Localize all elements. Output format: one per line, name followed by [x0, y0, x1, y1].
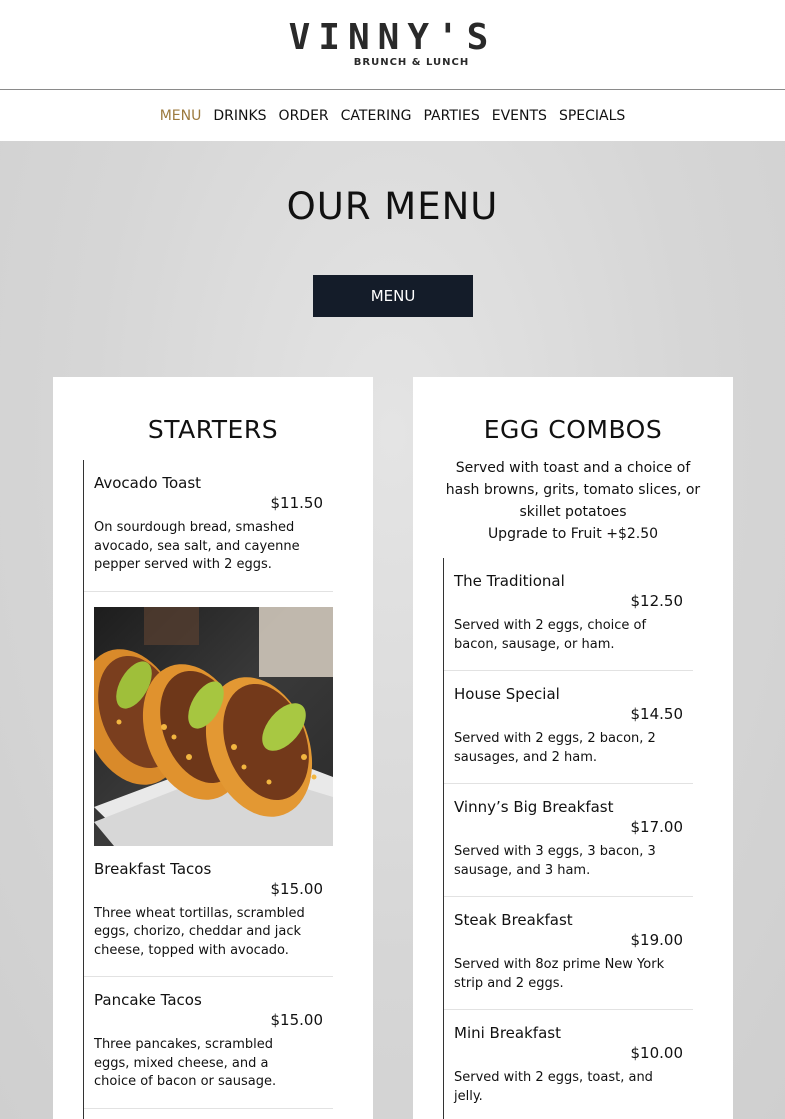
- main-nav: [0, 90, 785, 141]
- tacos-illustration: [94, 607, 333, 846]
- item-name: Pancake Tacos: [94, 991, 202, 1009]
- item-name: Vinny’s Big Breakfast: [454, 798, 614, 816]
- nav-item-events[interactable]: EVENTS: [491, 107, 547, 124]
- item-name: Breakfast Tacos: [94, 859, 212, 878]
- menu-item: [84, 460, 333, 592]
- brand-tagline: BRUNCH & LUNCH: [353, 57, 470, 68]
- egg-combos-title: EGG COMBOS: [483, 415, 663, 444]
- nav-item-specials[interactable]: SPECIALS: [558, 107, 626, 124]
- nav-item-menu[interactable]: MENU: [159, 107, 202, 124]
- nav-item-order[interactable]: ORDER: [278, 107, 329, 124]
- menu-hero: [0, 141, 785, 1119]
- item-price: $15.00: [270, 1011, 323, 1029]
- nav-item-catering[interactable]: CATERING: [340, 107, 412, 124]
- item-name: House Special: [454, 685, 560, 703]
- item-price: $10.00: [630, 1044, 683, 1062]
- menu-item: [84, 977, 333, 1109]
- item-description: Served with 3 eggs, 3 bacon, 3 sausage, and 3 ham.: [454, 844, 656, 878]
- egg-combos-card: [413, 377, 733, 1119]
- item-price: $14.50: [630, 705, 683, 723]
- nav-item-parties[interactable]: PARTIES: [423, 107, 480, 124]
- menu-item: [444, 1010, 693, 1119]
- item-description: Served with 2 eggs, choice of bacon, sausage, or ham.: [454, 618, 647, 652]
- nav-item-drinks[interactable]: DRINKS: [213, 107, 267, 124]
- item-name: Avocado Toast: [94, 474, 202, 492]
- menu-button[interactable]: MENU: [313, 275, 473, 317]
- combos-intro: Served with toast and a choice of hash browns, grits, tomato slices, or skillet potatoes: [445, 460, 701, 520]
- site-header: [0, 0, 785, 90]
- menu-item: [444, 784, 693, 897]
- starters-list: [83, 460, 333, 1119]
- egg-combos-description: [443, 457, 703, 545]
- item-price: $12.50: [630, 592, 683, 610]
- menu-item: [84, 846, 333, 978]
- item-description: Three pancakes, scrambled eggs, mixed cheese, and a choice of bacon or sausage.: [94, 1037, 277, 1089]
- starters-card: [53, 377, 373, 1119]
- combos-upgrade: Upgrade to Fruit +$2.50: [487, 526, 659, 542]
- brand-name: VINNY'S: [288, 17, 497, 58]
- item-price: $15.00: [270, 879, 323, 898]
- item-name: The Traditional: [454, 572, 565, 590]
- item-description: Served with 2 eggs, 2 bacon, 2 sausages, and 2 ham.: [454, 731, 656, 765]
- starters-title: STARTERS: [147, 415, 279, 444]
- page-title: OUR MENU: [286, 185, 499, 228]
- item-description: Served with 2 eggs, toast, and jelly.: [454, 1070, 653, 1104]
- item-price: $17.00: [630, 818, 683, 836]
- egg-combos-list: [443, 558, 693, 1119]
- menu-item: [444, 558, 693, 671]
- item-name: Mini Breakfast: [454, 1024, 561, 1042]
- item-description: On sourdough bread, smashed avocado, sea salt, and cayenne pepper served with 2 eggs.: [94, 520, 300, 572]
- item-price: $19.00: [630, 931, 683, 949]
- item-description: Three wheat tortillas, scrambled eggs, chorizo, cheddar and jack cheese, topped with avocado.: [94, 905, 305, 958]
- menu-item: [444, 897, 693, 1010]
- item-name: Steak Breakfast: [454, 911, 573, 929]
- menu-item: [444, 671, 693, 784]
- item-description: Served with 8oz prime New York strip and 2 eggs.: [454, 957, 665, 991]
- brand-logo[interactable]: [0, 17, 785, 68]
- breakfast-tacos-photo: [94, 607, 333, 846]
- item-price: $11.50: [270, 494, 323, 512]
